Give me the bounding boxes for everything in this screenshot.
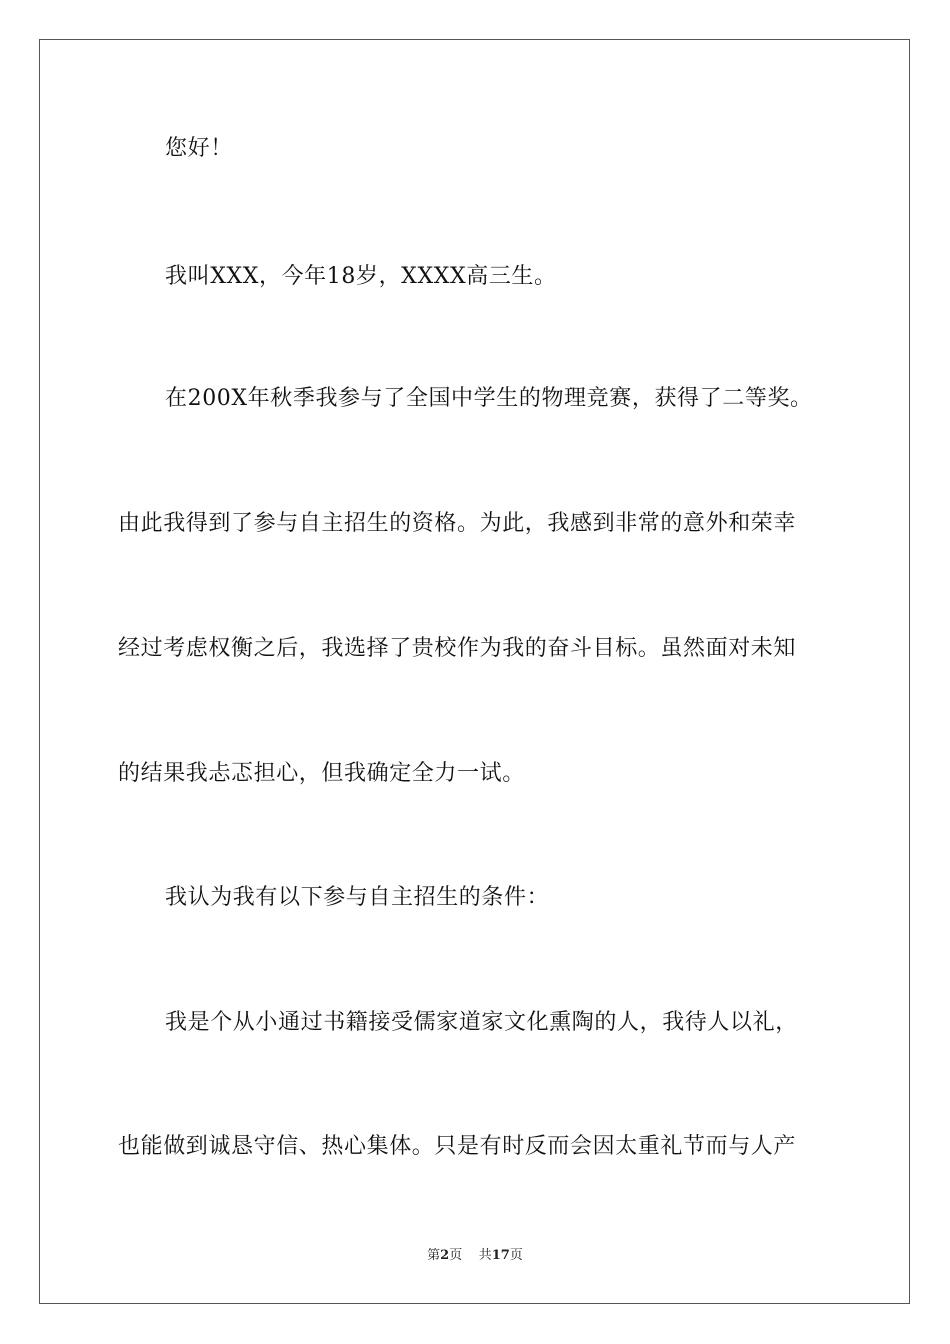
paragraph-line: 我叫XXX，今年18岁，XXXX高三生。 xyxy=(165,264,557,289)
footer-page-prefix: 第 xyxy=(427,1248,441,1263)
page-footer xyxy=(0,1248,950,1264)
paragraph-line: 的结果我忐忑担心，但我确定全力一试。 xyxy=(118,761,525,786)
footer-total-prefix: 共 xyxy=(478,1248,492,1263)
paragraph-line: 我认为我有以下参与自主招生的条件： xyxy=(165,885,550,910)
paragraph-line: 由此我得到了参与自主招生的资格。为此，我感到非常的意外和荣幸 xyxy=(118,511,797,536)
page-border xyxy=(39,39,910,1304)
paragraph-line: 我是个从小通过书籍接受儒家道家文化熏陶的人，我待人以礼， xyxy=(165,1010,798,1035)
footer-total-number: 17 xyxy=(491,1248,510,1263)
footer-page-number: 2 xyxy=(440,1248,450,1263)
footer-total-suffix: 页 xyxy=(509,1248,523,1263)
paragraph-line: 经过考虑权衡之后，我选择了贵校作为我的奋斗目标。虽然面对未知 xyxy=(118,636,797,661)
paragraph-line: 在200X年秋季我参与了全国中学生的物理竞赛，获得了二等奖。 xyxy=(165,386,813,411)
paragraph-line: 也能做到诚恳守信、热心集体。只是有时反而会因太重礼节而与人产 xyxy=(118,1134,797,1159)
greeting-line: 您好！ xyxy=(165,136,233,161)
footer-page-suffix: 页 xyxy=(449,1248,463,1263)
